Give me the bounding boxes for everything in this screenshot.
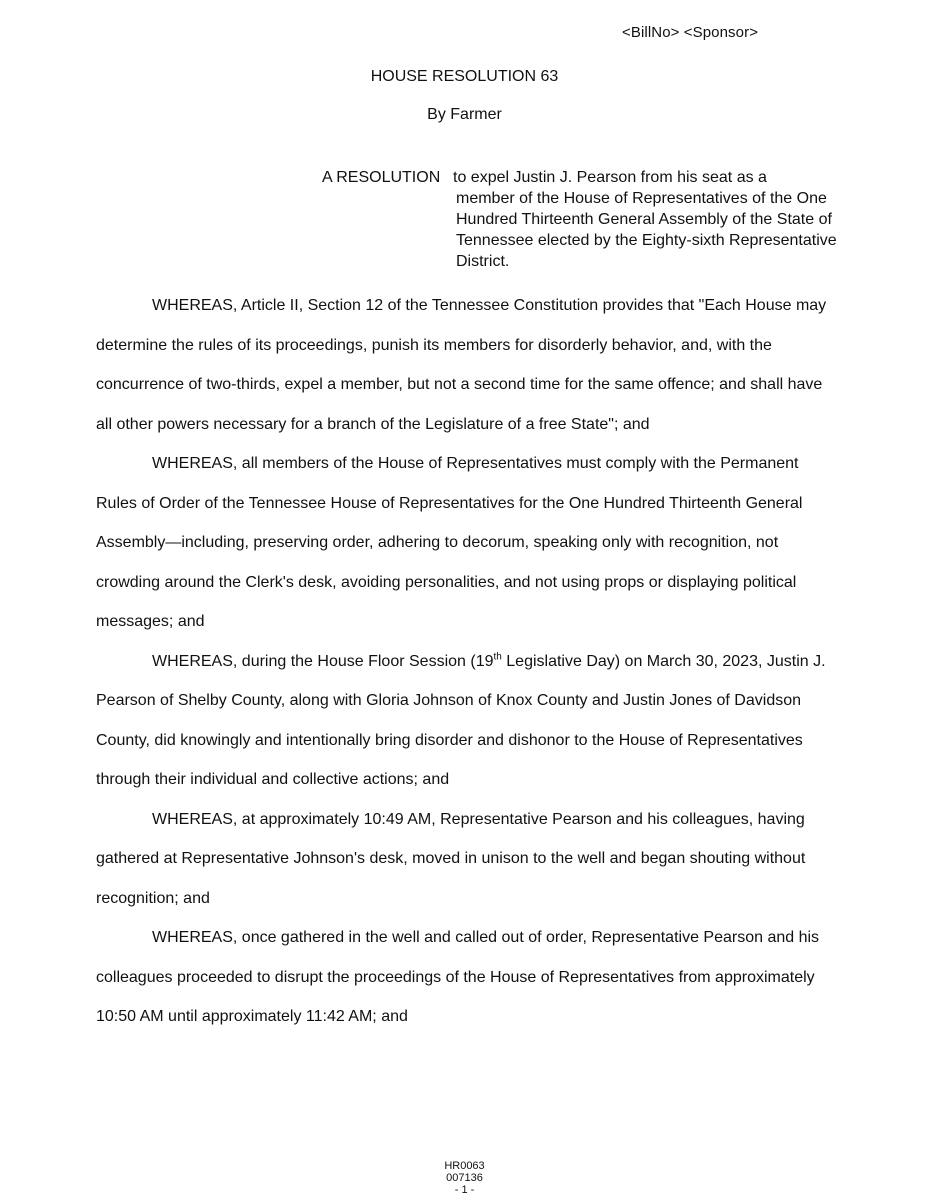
caption-first-line: to expel Justin J. Pearson from his seat as a	[453, 169, 767, 186]
resolution-title	[0, 68, 937, 86]
p3-after: Legislative Day) on March 30, 2023, Justin J. Pearson of Shelby County, along with Gloria Johnson of Knox County and Justin Jones of Davidson County, did knowingly and intentionally bring disorder and dishonor to the House of Representatives through their individual and collective actions; and	[96, 652, 826, 788]
footer-doc-number: 007136	[446, 1172, 483, 1184]
resolution-title-text: HOUSE RESOLUTION 63	[370, 68, 559, 85]
caption-rest: member of the House of Representatives of the One Hundred Thirteenth General Assembly of the State of Tennessee elected by the Eighty-sixth Representative District.	[456, 190, 837, 270]
whereas-paragraph-3	[96, 642, 836, 800]
p3-before: WHEREAS, during the House Floor Session (19	[152, 652, 494, 670]
caption-lead: A RESOLUTION	[322, 169, 441, 186]
resolution-caption	[322, 167, 842, 272]
sponsor-line-text: By Farmer	[427, 106, 502, 123]
whereas-paragraph-5: WHEREAS, once gathered in the well and called out of order, Representative Pearson and his colleagues proceeded to disrupt the proceedings of the House of Representatives from approximately 10:50 AM until approximately 11:42 AM; and	[96, 929, 820, 1025]
bill-tags: <BillNo> <Sponsor>	[622, 24, 759, 41]
whereas-paragraph-2: WHEREAS, all members of the House of Representatives must comply with the Permanent Rules of Order of the Tennessee House of Representatives for the One Hundred Thirteenth General Assembly—including, preserving order, adhering to decorum, speaking only with recognition, not crowding around the Clerk's desk, avoiding personalities, and not using props or displaying political messages; and	[96, 455, 803, 630]
page-footer	[0, 1160, 937, 1196]
ordinal-suffix: th	[493, 651, 502, 663]
caption-body	[453, 167, 842, 272]
footer-page-number: - 1 -	[454, 1184, 475, 1196]
whereas-paragraph-4: WHEREAS, at approximately 10:49 AM, Representative Pearson and his colleagues, having gathered at Representative Johnson's desk, moved in unison to the well and began shouting without recognition; and	[96, 810, 806, 907]
whereas-paragraph-1: WHEREAS, Article II, Section 12 of the Tennessee Constitution provides that "Each House may determine the rules of its proceedings, punish its members for disorderly behavior, and, with the concurrence of two-thirds, expel a member, but not a second time for the same offence; and shall have all other powers necessary for a branch of the Legislature of a free State"; and	[96, 297, 827, 433]
resolution-body	[96, 286, 836, 1037]
sponsor-line	[0, 106, 937, 124]
footer-doc-code: HR0063	[444, 1160, 485, 1172]
